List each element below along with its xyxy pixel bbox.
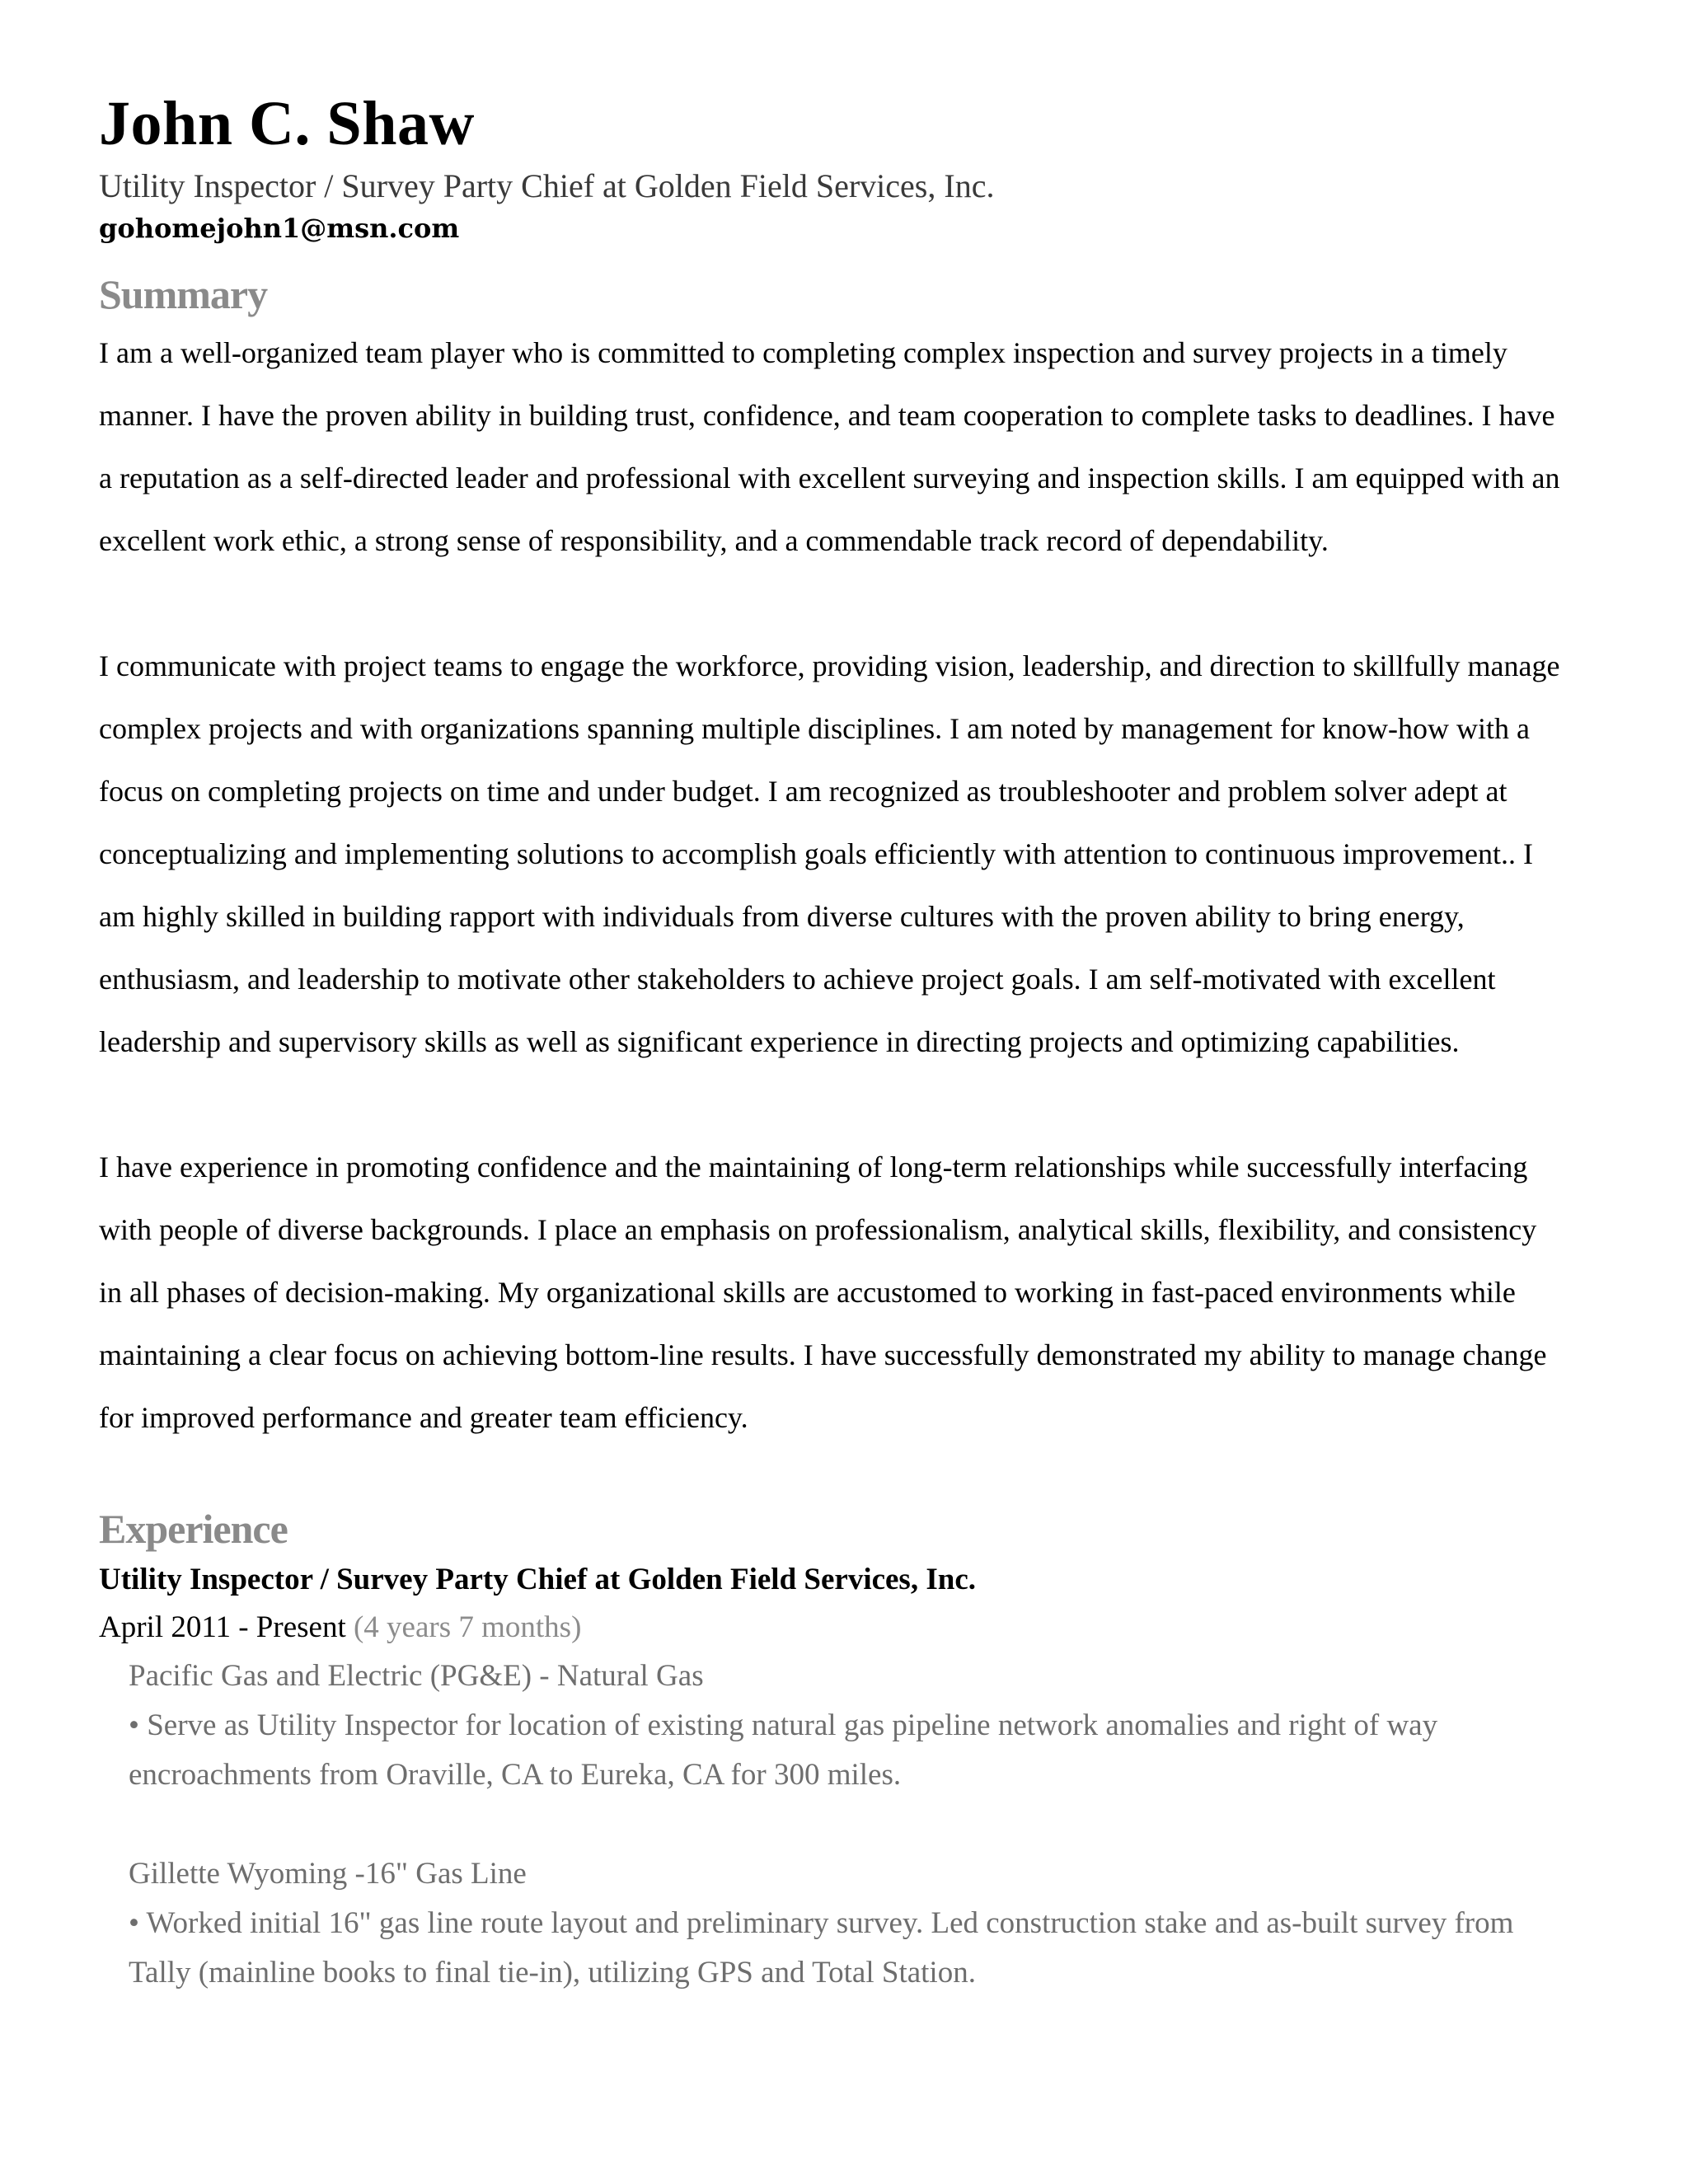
project-name: Pacific Gas and Electric (PG&E) - Natural Gas: [129, 1659, 704, 1693]
summary-heading: Summary: [99, 271, 268, 317]
summary-paragraph-3: I have experience in promoting confidence and the maintaining of long-term relationships while successfully interfacing with people of diverse backgrounds. I place an emphasis on professionalism, analytical skills, flexibility, and consistency in all phases of decision-making. My organizational skills are accustomed to working in fast-paced environments while maintaining a clear focus on achieving bottom-line results. I have successfully demonstrated my ability to manage change for improved performance and greater team efficiency.: [99, 1151, 1547, 1434]
candidate-headline: Utility Inspector / Survey Party Chief at Golden Field Services, Inc.: [99, 167, 995, 204]
summary-section: [99, 267, 1566, 1449]
summary-paragraph-1: I am a well-organized team player who is committed to completing complex inspection and survey projects in a timely manner. I have the proven ability in building trust, confidence, and team cooperation to complete tasks to deadlines. I have a reputation as a self-directed leader and professional with excellent surveying and inspection skills. I am equipped with an excellent work ethic, a strong sense of responsibility, and a commendable track record of dependability.: [99, 336, 1560, 557]
project-bullet: • Worked initial 16" gas line route layout and preliminary survey. Led construction stake and as-built survey from Tally (mainline books to final tie-in), utilizing GPS and Total Station.: [129, 1906, 1514, 1990]
job-description: [99, 1652, 1566, 1998]
job-dates: April 2011 - Present: [99, 1610, 346, 1644]
project-name: Gillette Wyoming -16" Gas Line: [129, 1857, 527, 1891]
job-duration: (4 years 7 months): [353, 1610, 582, 1644]
candidate-email[interactable]: gohomejohn1@msn.com: [99, 213, 460, 244]
paragraph-gap: [99, 1073, 1566, 1136]
project-gap: [99, 1800, 1566, 1849]
summary-paragraph-2: I communicate with project teams to engage the workforce, providing vision, leadership, and direction to skillfully manage complex projects and with organizations spanning multiple disciplines. I am noted by management for know-how with a focus on completing projects on time and under budget. I am recognized as troubleshooter and problem solver adept at conceptualizing and implementing solutions to accomplish goals efficiently with attention to continuous improvement.. I am highly skilled in building rapport with individuals from diverse cultures with the proven ability to bring energy, enthusiasm, and leadership to motivate other stakeholders to achieve project goals. I am self-motivated with excellent leadership and supervisory skills as well as significant experience in directing projects and optimizing capabilities.: [99, 649, 1560, 1058]
resume-page: [99, 82, 1566, 1998]
experience-heading: Experience: [99, 1506, 288, 1552]
job-dates-line: [99, 1604, 1566, 1652]
candidate-name: John C. Shaw: [99, 89, 475, 158]
job-entry: [99, 1556, 1566, 1998]
experience-section: [99, 1502, 1566, 1998]
paragraph-gap: [99, 572, 1566, 635]
profile-header: [99, 82, 1566, 249]
job-title: Utility Inspector / Survey Party Chief at Golden Field Services, Inc.: [99, 1563, 976, 1596]
project-bullet: • Serve as Utility Inspector for location of existing natural gas pipeline network anomalies and right of way encroachments from Oraville, CA to Eureka, CA for 300 miles.: [129, 1708, 1438, 1792]
